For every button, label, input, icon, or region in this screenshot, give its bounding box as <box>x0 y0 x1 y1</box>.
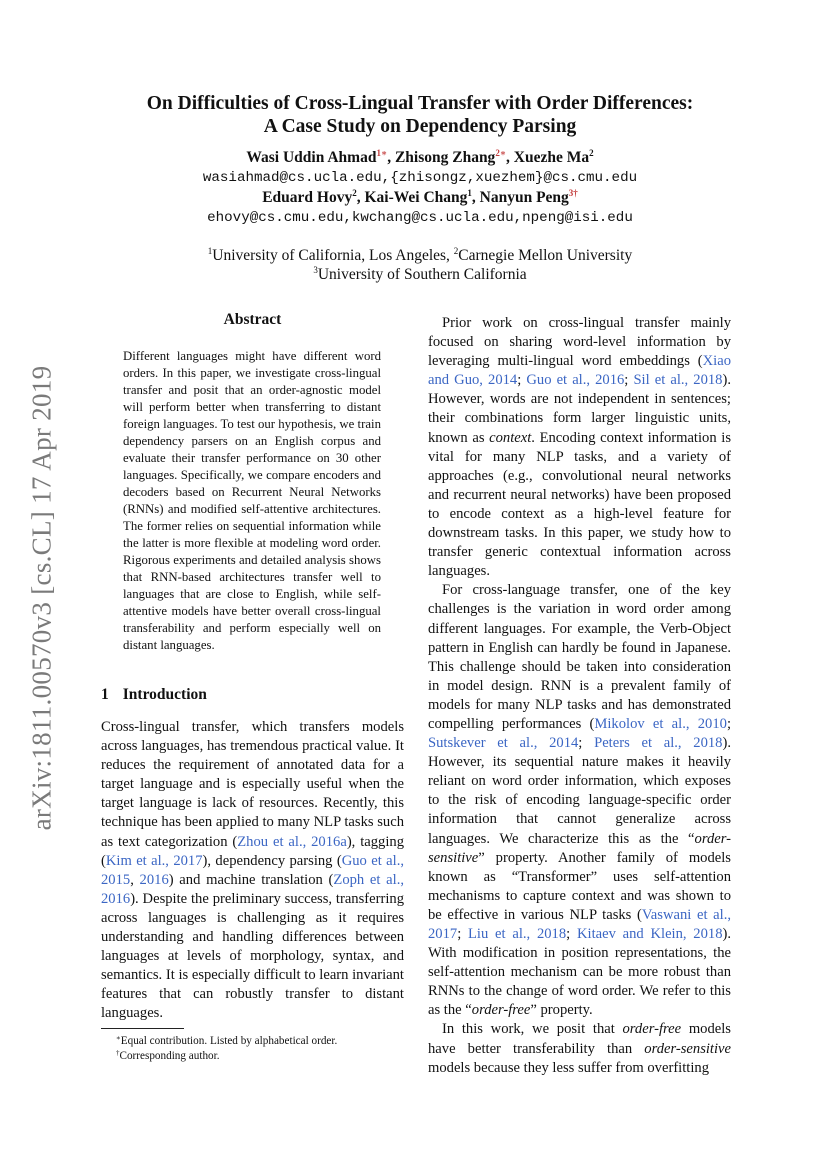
affiliation-name: University of California, Los Angeles, <box>212 247 454 264</box>
citation-link[interactable]: Liu et al., 2018 <box>468 926 567 942</box>
author-name: , Nanyun Peng <box>471 189 569 206</box>
author-name: , Xuezhe Ma <box>506 149 590 166</box>
citation-link[interactable]: Guo et al., 2015 <box>101 852 404 888</box>
left-column-body <box>101 718 404 1024</box>
citation-link[interactable]: Kim et al., 2017 <box>105 852 203 869</box>
author-affiliation-mark: 2 <box>352 188 357 198</box>
section-number: 1 <box>101 686 109 703</box>
author-name: Eduard Hovy <box>262 189 353 206</box>
citation-link[interactable]: 2016 <box>139 871 169 888</box>
intro-paragraph-2: Prior work on cross-lingual transfer mainly focused on sharing word-level information by leveraging multi-lingual word embeddings (Xiao and Guo, 2014; Guo et al., 2016; Sil et al., 2018). However, words are not independent in sentences; their combinations form larger linguistic units, known as context. Encoding context information is vital for many NLP tasks, and a variety of approaches (e.g., convolutional neural networks and recurrent neural networks) have been proposed to encode context as a high-level feature for downstream tasks. In this paper, we study how to transfer generic contextual information across languages. <box>428 315 731 580</box>
author-emails-1: wasiahmad@cs.ucla.edu,{zhisongz,xuezhem}@cs.cmu.edu <box>202 170 638 186</box>
affiliation-mark: 3 <box>313 265 318 275</box>
citation-link[interactable]: Sil et al., 2018 <box>633 372 723 389</box>
section-heading-introduction <box>101 686 207 704</box>
citation-link[interactable]: Sutskever et al., 2014 <box>428 735 579 752</box>
affiliation-name: Carnegie Mellon University <box>458 247 633 264</box>
author-row-1 <box>100 148 740 168</box>
intro-paragraph-4: In this work, we posit that order-free models have better transferability than order-sensitive models because they less suffer from overfitting <box>428 1021 731 1076</box>
affiliation-mark: 2 <box>453 246 459 256</box>
title-line-2: A Case Study on Dependency Parsing <box>263 116 577 137</box>
citation-link[interactable]: Zhou et al., 2016a <box>237 833 347 850</box>
citation-link[interactable]: Kitaev and Klein, 2018 <box>576 926 723 942</box>
affiliation-line-1 <box>100 246 740 265</box>
author-affiliation-mark: 1 <box>467 188 472 198</box>
author-affiliation-mark[interactable]: 3† <box>568 188 578 198</box>
arxiv-sidebar-stamp <box>22 318 62 878</box>
author-name: , Zhisong Zhang <box>387 149 496 166</box>
citation-link[interactable]: Vaswani et al., 2017 <box>428 906 731 942</box>
abstract-text: Different languages might have different word orders. In this paper, we investigate cross-lingual transfer and posit that an order-agnostic model will perform better when transferring to distant foreign languages. To test our hypothesis, we train dependency parsers on an English corpus and evaluate their transfer performance on 30 other languages. Specifically, we compare encoders and decoders based on Recurrent Neural Networks (RNNs) and modified self-attentive architectures. The former relies on sequential information while the latter is more flexible at modeling word order. Rigorous experiments and detailed analysis shows that RNN-based architectures transfer well to languages that are close to English, while self-attentive models have better overall cross-lingual transferability and perform especially well on distant languages. <box>123 349 381 652</box>
footnote-text: Equal contribution. Listed by alphabetical order. <box>120 1035 338 1047</box>
footnote-equal-contribution <box>116 1034 337 1049</box>
abstract-heading: Abstract <box>223 311 282 328</box>
affiliation-name: University of Southern California <box>317 266 527 283</box>
footnote-text: Corresponding author. <box>119 1049 220 1062</box>
citation-link[interactable]: Guo et al., 2016 <box>526 372 625 389</box>
author-affiliation-mark[interactable]: 1∗ <box>376 148 388 158</box>
citation-link[interactable]: Mikolov et al., 2010 <box>594 715 727 732</box>
author-row-2 <box>100 188 740 208</box>
footnotes <box>116 1034 337 1063</box>
section-title: Introduction <box>122 686 207 703</box>
paper-title <box>100 92 740 138</box>
arxiv-id-label: arXiv:1811.00570v3 [cs.CL] 17 Apr 2019 <box>26 365 57 831</box>
author-name: Wasi Uddin Ahmad <box>246 149 377 166</box>
affiliation-line-2 <box>100 265 740 284</box>
citation-link[interactable]: Zoph et al., 2016 <box>101 871 404 907</box>
author-affiliation-mark[interactable]: 2∗ <box>495 148 507 158</box>
footnote-mark: † <box>116 1048 120 1057</box>
footnote-corresponding-author <box>116 1049 337 1064</box>
affiliation-mark: 1 <box>207 246 213 256</box>
right-column-body <box>428 314 731 1078</box>
intro-paragraph-1: Cross-lingual transfer, which transfers models across languages, has tremendous practical value. It reduces the requirement of annotated data for a target language and is especially useful when the target language is lack of resources. Recently, this technique has been applied to many NLP tasks such as text categorization (Zhou et al., 2016a), tagging (Kim et al., 2017), dependency parsing (Guo et al., 2015, 2016) and machine translation (Zoph et al., 2016). Despite the preliminary success, transferring across languages is challenging as it requires understanding and handling differences between languages at levels of morphology, syntax, and semantics. It is especially difficult to learn invariant features that can robustly transfer to distant languages. <box>101 719 404 1022</box>
author-emails-2: ehovy@cs.cmu.edu,kwchang@cs.ucla.edu,npeng@isi.edu <box>207 210 633 226</box>
citation-link[interactable]: Xiao and Guo, 2014 <box>428 353 731 389</box>
citation-link[interactable]: Peters et al., 2018 <box>594 735 723 752</box>
author-block <box>100 148 740 228</box>
affiliations <box>100 246 740 284</box>
author-name: , Kai-Wei Chang <box>356 189 468 206</box>
footnote-mark: ∗ <box>116 1034 121 1042</box>
author-affiliation-mark: 2 <box>589 148 594 158</box>
footnote-rule <box>101 1028 184 1029</box>
intro-paragraph-3: For cross-language transfer, one of the key challenges is the variation in word order among different languages. For example, the Verb-Object pattern in English can hardly be found in Japanese. This challenge should be taken into consideration in model design. RNN is a prevalent family of models for many NLP tasks and has demonstrated compelling performances (Mikolov et al., 2010; Sutskever et al., 2014; Peters et al., 2018). However, its sequential nature makes it heavily reliant on word order information, which exposes to the risk of encoding language-specific order information that cannot generalize across languages. We characterize this as the “order-sensitive” property. Another family of models known as “Transformer” uses self-attention mechanisms to capture context and was shown to be effective in various NLP tasks (Vaswani et al., 2017; Liu et al., 2018; Kitaev and Klein, 2018). With modification in position representations, the self-attention mechanism can be more robust than RNNs to the change of word order. We refer to this as the “order-free” property. <box>428 582 732 1019</box>
title-line-1: On Difficulties of Cross-Lingual Transfer with Order Differences: <box>146 93 694 114</box>
